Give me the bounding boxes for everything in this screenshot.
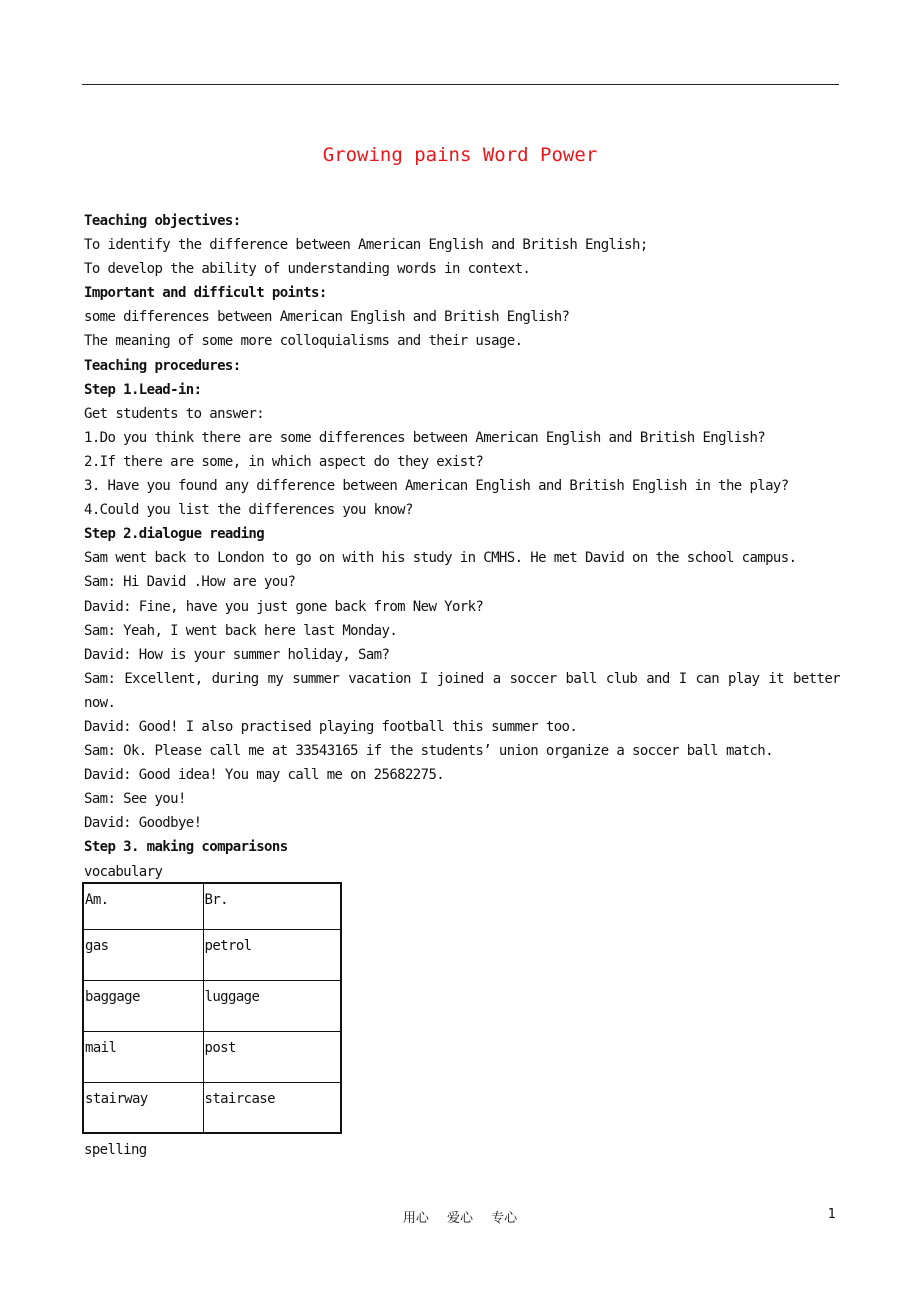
table-cell: baggage (83, 980, 203, 1031)
step2-intro: Sam went back to London to go on with his study in CMHS. He met David on the school campus. (84, 550, 797, 567)
step2-heading: Step 2.dialogue reading (84, 526, 265, 543)
vocabulary-label: vocabulary (84, 863, 163, 880)
table-cell: gas (83, 929, 203, 980)
dialogue-line: David: Good! I also practised playing football this summer too. (84, 718, 578, 735)
spelling-block (84, 1138, 147, 1162)
dialogue-line: Sam: Excellent, during my summer vacation I joined a soccer ball club and I can play it better now. (84, 670, 840, 711)
question-line: 2.If there are some, in which aspect do they exist? (84, 453, 484, 470)
table-row (83, 1031, 341, 1082)
table-header-cell: Am. (83, 883, 203, 929)
document-title: Growing pains Word Power (322, 144, 598, 166)
dialogue-line: David: Goodbye! (84, 815, 202, 832)
question-line: 1.Do you think there are some differences between American English and British English? (84, 429, 766, 446)
table-header-cell: Br. (203, 883, 341, 929)
step1-intro: Get students to answer: (84, 405, 265, 422)
footer-motto: 用心 爱心 专心 (402, 1211, 518, 1226)
table-row (83, 980, 341, 1031)
dialogue-line: David: Good idea! You may call me on 25682275. (84, 767, 445, 784)
step1-heading: Step 1.Lead-in: (84, 381, 202, 398)
objective-line: To identify the difference between American English and British English; (84, 237, 648, 254)
points-heading: Important and difficult points: (84, 285, 327, 302)
point-line: some differences between American English and British English? (84, 309, 570, 326)
table-row (83, 929, 341, 980)
table-cell: post (203, 1031, 341, 1082)
question-line: 3. Have you found any difference between American English and British English in the play? (84, 478, 789, 495)
table-cell: stairway (83, 1082, 203, 1133)
dialogue-line: David: Fine, have you just gone back from New York? (84, 598, 484, 615)
dialogue-line: Sam: See you! (84, 791, 186, 808)
step3-heading: Step 3. making comparisons (84, 839, 288, 856)
header-rule (82, 84, 839, 85)
procedures-heading: Teaching procedures: (84, 357, 241, 374)
point-line: The meaning of some more colloquialisms and their usage. (84, 333, 523, 350)
spelling-label: spelling (84, 1142, 147, 1158)
page-number: 1 (827, 1207, 836, 1222)
table-row (83, 1082, 341, 1133)
objectives-heading: Teaching objectives: (84, 213, 241, 229)
dialogue-line: Sam: Hi David .How are you? (84, 574, 296, 591)
vocabulary-table (82, 882, 342, 1134)
dialogue-line: Sam: Yeah, I went back here last Monday. (84, 622, 398, 639)
table-cell: staircase (203, 1082, 341, 1133)
question-line: 4.Could you list the differences you know? (84, 502, 413, 519)
dialogue-line: David: How is your summer holiday, Sam? (84, 646, 390, 663)
dialogue-line: Sam: Ok. Please call me at 33543165 if the students’ union organize a soccer ball match. (84, 743, 773, 760)
document-body (84, 209, 840, 884)
table-cell: petrol (203, 929, 341, 980)
table-cell: mail (83, 1031, 203, 1082)
table-header-row (83, 883, 341, 929)
table-cell: luggage (203, 980, 341, 1031)
objective-line: To develop the ability of understanding words in context. (84, 261, 531, 278)
